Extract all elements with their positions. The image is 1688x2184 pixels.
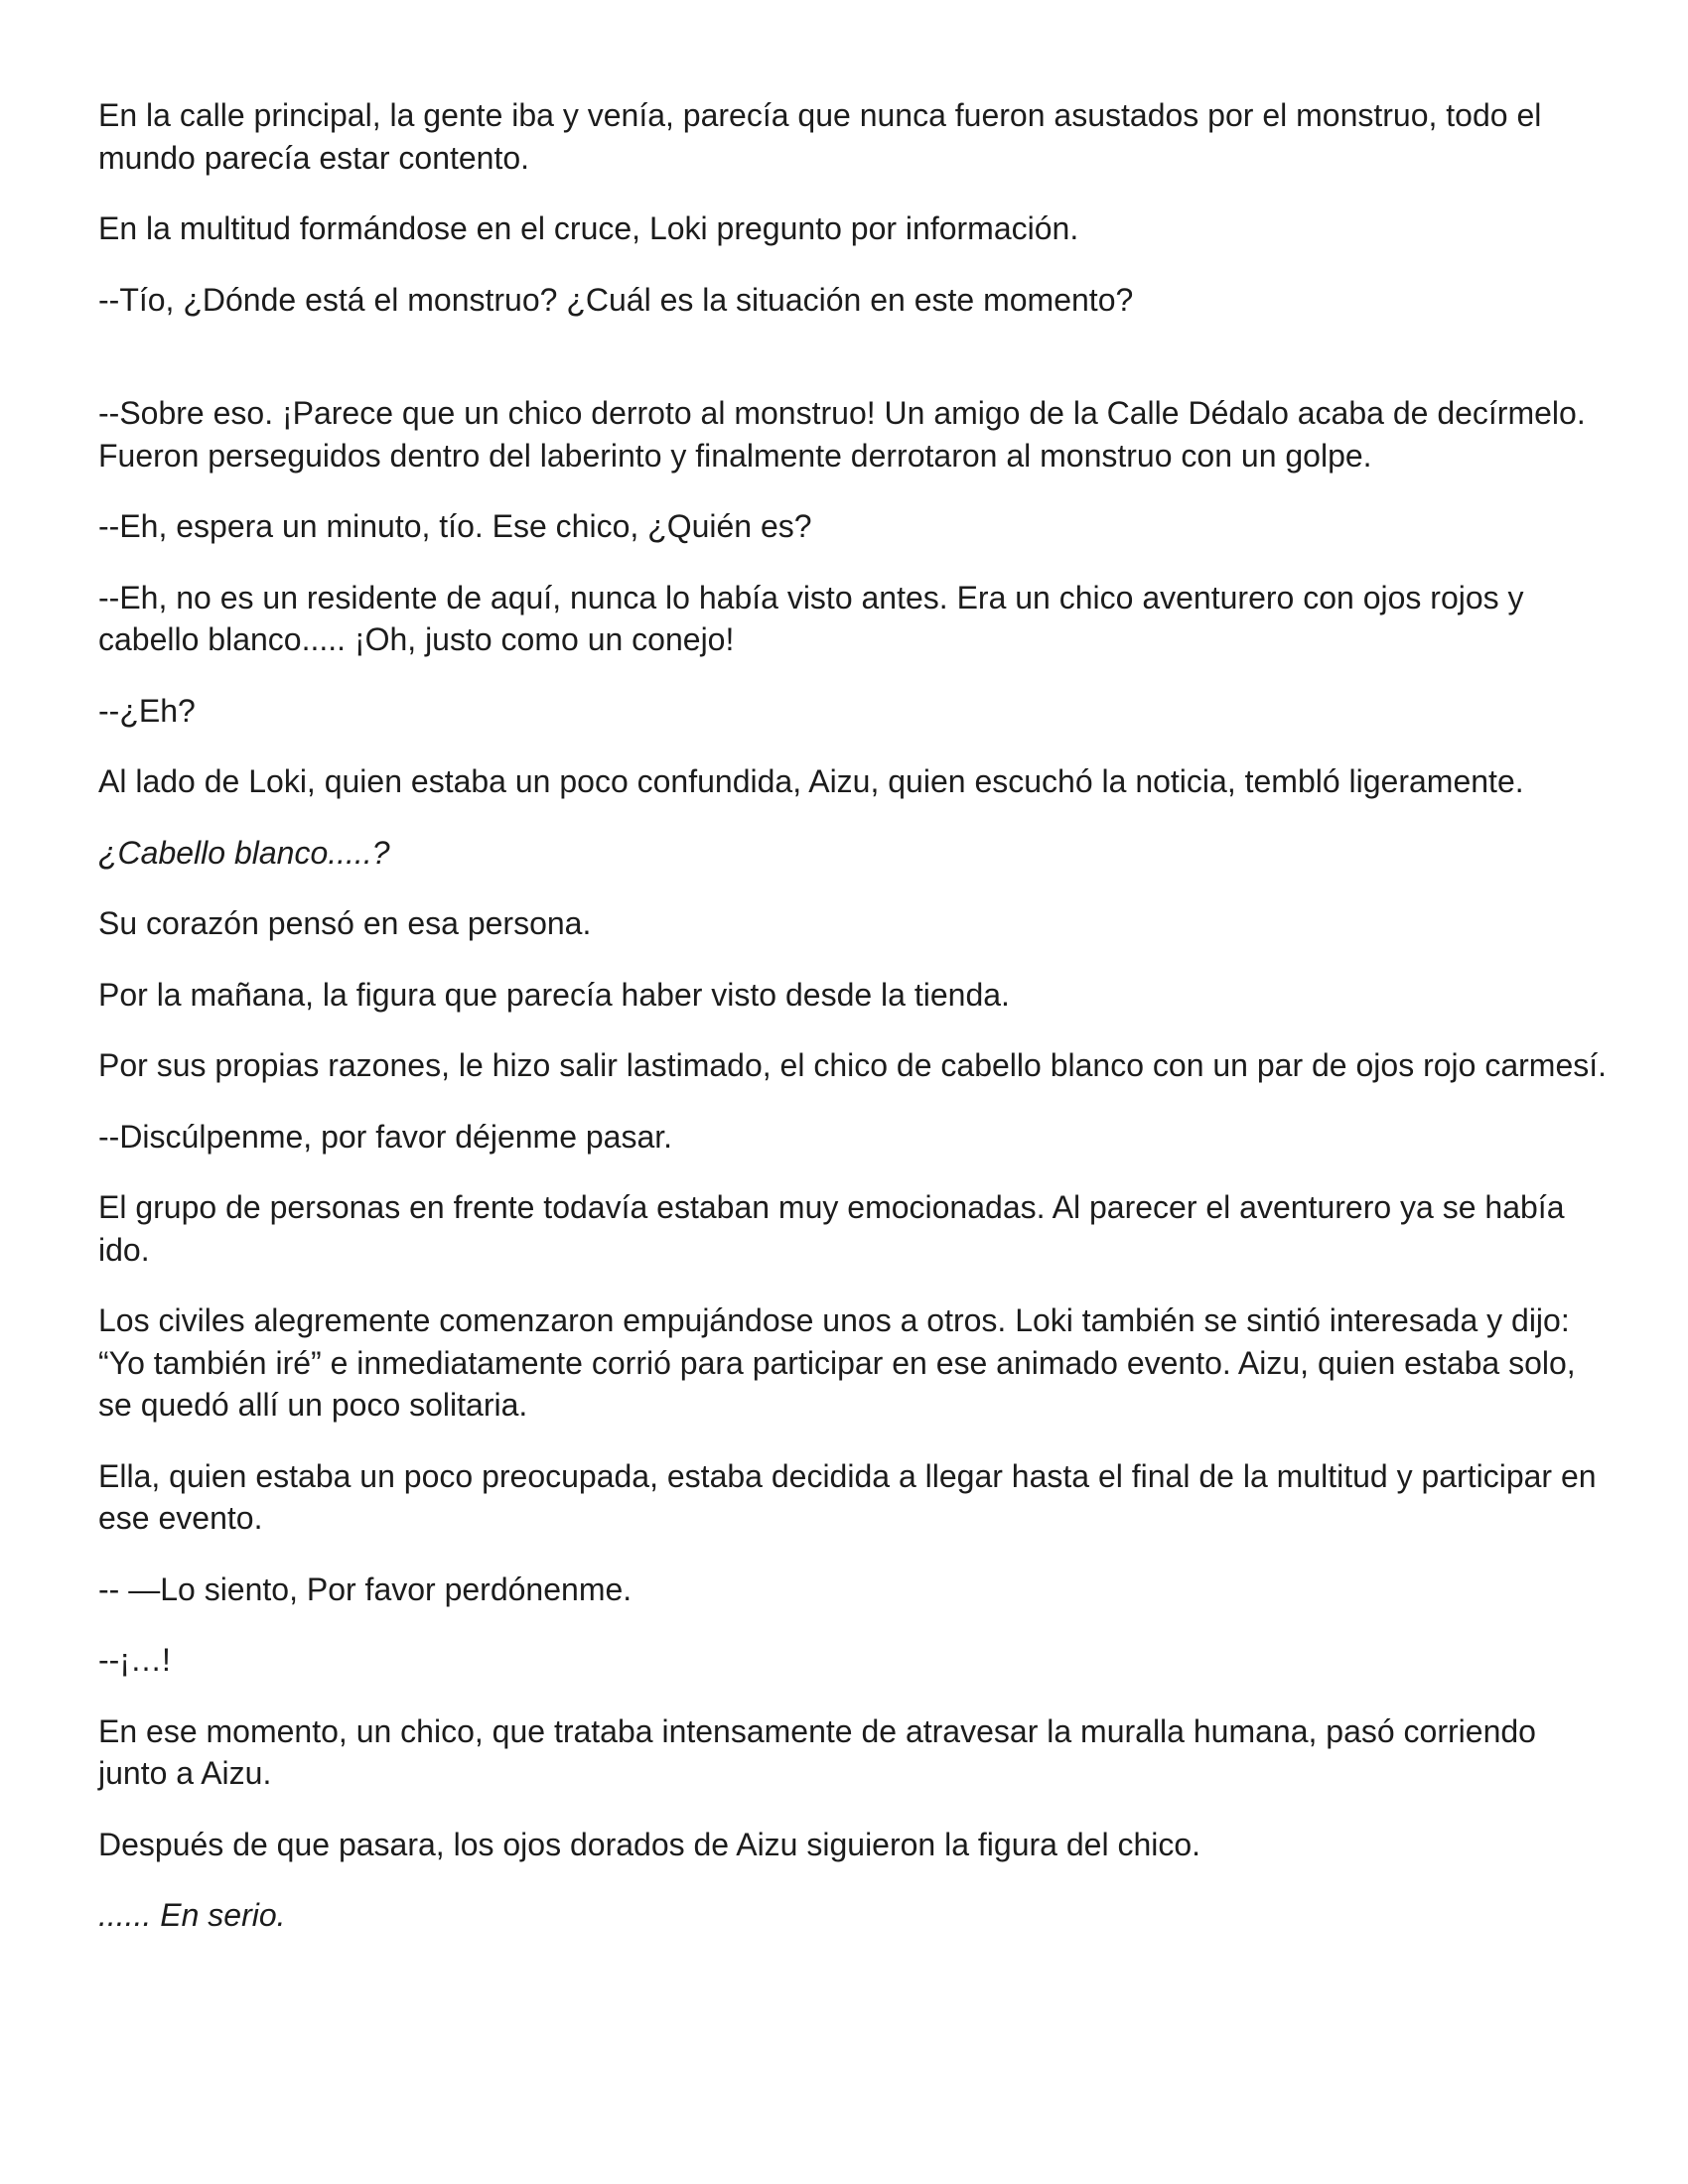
paragraph-1: En la calle principal, la gente iba y venía, parecía que nunca fueron asustados por el monstruo, todo el mundo parecía estar contento. bbox=[98, 97, 1542, 176]
paragraph-20: Después de que pasara, los ojos dorados de Aizu siguieron la figura del chico. bbox=[98, 1826, 1201, 1862]
paragraph-13: --Discúlpenme, por favor déjenme pasar. bbox=[98, 1118, 673, 1155]
paragraph-5: --Eh, espera un minuto, tío. Ese chico, ¿Quién es? bbox=[98, 508, 812, 544]
paragraph-18: --¡…! bbox=[98, 1642, 171, 1678]
paragraph-16: Ella, quien estaba un poco preocupada, estaba decidida a llegar hasta el final de la multitud y participar en ese evento. bbox=[98, 1457, 1597, 1536]
paragraph-9: ¿Cabello blanco.....? bbox=[98, 834, 390, 871]
paragraph-15: Los civiles alegremente comenzaron empujándose unos a otros. Loki también se sintió interesada y dijo: “Yo también iré” e inmediatamente corrió para participar en ese animado evento. Aizu, quien estaba solo, se quedó allí un poco solitaria. bbox=[98, 1302, 1576, 1423]
paragraph-4: --Sobre eso. ¡Parece que un chico derroto al monstruo! Un amigo de la Calle Dédalo acaba de decírmelo. Fueron perseguidos dentro del laberinto y finalmente derrotaron al monstruo con un golpe. bbox=[98, 395, 1586, 474]
paragraph-6: --Eh, no es un residente de aquí, nunca lo había visto antes. Era un chico aventurero con ojos rojos y cabello blanco..... ¡Oh, justo como un conejo! bbox=[98, 579, 1524, 657]
paragraph-12: Por sus propias razones, le hizo salir lastimado, el chico de cabello blanco con un par de ojos rojo carmesí. bbox=[98, 1047, 1608, 1083]
paragraph-11: Por la mañana, la figura que parecía haber visto desde la tienda. bbox=[98, 976, 1010, 1013]
paragraph-17: -- —Lo siento, Por favor perdónenme. bbox=[98, 1570, 633, 1607]
paragraph-21: ...... En serio. bbox=[98, 1897, 286, 1933]
paragraph-3: --Tío, ¿Dónde está el monstruo? ¿Cuál es la situación en este momento? bbox=[98, 281, 1134, 318]
paragraph-7: --¿Eh? bbox=[98, 692, 196, 729]
document-page bbox=[98, 94, 1608, 1966]
paragraph-10: Su corazón pensó en esa persona. bbox=[98, 905, 592, 941]
paragraph-2: En la multitud formándose en el cruce, Loki pregunto por información. bbox=[98, 210, 1079, 246]
paragraph-8: Al lado de Loki, quien estaba un poco confundida, Aizu, quien escuchó la noticia, tembló ligeramente. bbox=[98, 763, 1524, 799]
paragraph-14: El grupo de personas en frente todavía estaban muy emocionadas. Al parecer el aventurero ya se había ido. bbox=[98, 1189, 1565, 1268]
paragraph-19: En ese momento, un chico, que trataba intensamente de atravesar la muralla humana, pasó corriendo junto a Aizu. bbox=[98, 1712, 1536, 1791]
